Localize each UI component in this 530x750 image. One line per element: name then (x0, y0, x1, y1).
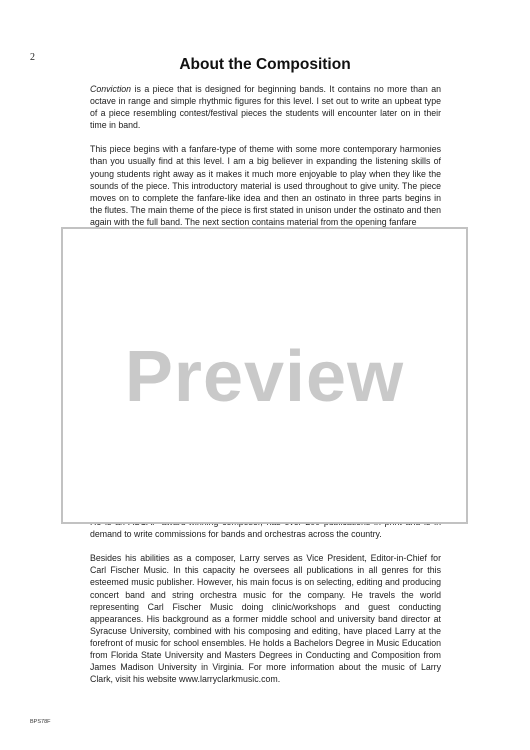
paragraph-awards: demand to write commissions for bands and orchestras across the country. (90, 529, 382, 540)
catalog-code: BPS78F (30, 719, 51, 725)
paragraph-intro (90, 83, 441, 131)
page-title: About the Composition (179, 56, 351, 73)
paragraph-description: This piece begins with a fanfare-type of theme with some more contemporary harmonies than you usually find at this level. I am a big believer in expanding the listening skills of young students right away as it makes it much more enjoyable to play when they like the sounds of the piece. This introductory material is used throughout to give unity. The piece moves on to complete the fanfare-like idea and then an ostinato in three parts begins in the flutes. The main theme of the piece is first stated in unison under the ostinato and then again with the full band. The next section contains material from the opening fanfare (90, 144, 441, 227)
paragraph-biography: Besides his abilities as a composer, Larry serves as Vice President, Editor-in-Chief for Carl Fischer Music. In this capacity he oversees all publications in all genres for this esteemed music publisher. However, his main focus is on selecting, editing and producing concert band and string orchestra music for the company. He travels the world representing Carl Fischer Music doing clinic/workshops and guest conducting appearances. His background as a former middle school and university band director at Syracuse University, combined with his composing and editing, have placed Larry at the forefront of music for school ensembles. He holds a Bachelors Degree in Music Education from Florida State University and Masters Degrees in Conducting and Composition from James Madison University in Virginia. For more information about the music of Larry Clark, visit his website www.larryclarkmusic.com. (90, 553, 441, 685)
page-number: 2 (30, 52, 35, 63)
paragraph-intro-text: is a piece that is designed for beginning bands. It contains no more than an octave in range and simple rhythmic figures for this level. I set out to write an upbeat type of a piece resembling contest/festival pieces the students will encounter later on in their time in band. (90, 84, 441, 131)
piece-title: Conviction (90, 84, 132, 94)
preview-watermark-text: Preview (124, 337, 405, 417)
preview-watermark-box (61, 227, 468, 524)
